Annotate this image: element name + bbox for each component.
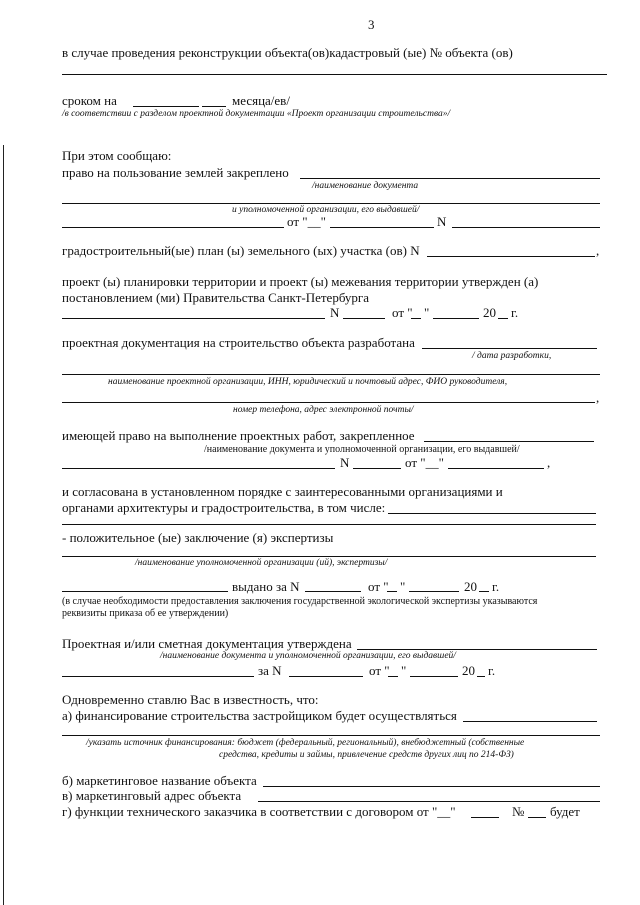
approved-note: /наименование документа и уполномоченной организации, его выдавшей/	[160, 651, 456, 661]
designer-note: наименование проектной организации, ИНН, юридический и почтовый адрес, ФИО руководителя,	[108, 377, 508, 387]
resolution-quote: "	[424, 305, 430, 320]
agreed-line-2: органами архитектуры и градостроительства, в том числе:	[62, 500, 386, 515]
having-right-note: /наименование документа и уполномоченной организации, его выдавшей/	[204, 444, 520, 455]
land-org-note: и уполномоченной организации, его выдавшей/	[232, 205, 420, 215]
approved-za-n-label: за N	[258, 663, 282, 678]
project-docs-label: проектная документация на строительство объекта разработана	[62, 335, 415, 350]
resolution-field[interactable]	[62, 318, 325, 319]
resolution-n-label: N	[330, 305, 340, 320]
approved-month-field[interactable]	[410, 676, 458, 677]
designer-contact-field[interactable]	[62, 402, 595, 403]
resolution-year-field[interactable]	[498, 318, 508, 319]
agreed-line-1: и согласована в установленном порядке с заинтересованными организациями и	[62, 484, 503, 499]
item-b-label: б) маркетинговое название объекта	[62, 773, 257, 788]
approved-doc-field[interactable]	[62, 676, 254, 677]
item-a-label: а) финансирование строительства застройщиком будет осуществляться	[62, 708, 457, 723]
having-right-comma: ,	[547, 455, 551, 470]
approved-year-field[interactable]	[477, 676, 485, 677]
issued-month-field[interactable]	[409, 591, 459, 592]
date-note: / дата разработки,	[472, 351, 552, 361]
funding-note-line-2: средства, кредиты и займы, привлечение средств других лиц по 214-ФЗ)	[219, 750, 514, 760]
having-right-doc-field[interactable]	[62, 468, 335, 469]
left-margin-rule	[3, 145, 4, 905]
land-date-label: от "__"	[287, 214, 326, 229]
issued-year-g: г.	[492, 579, 500, 594]
land-n-label: N	[437, 214, 447, 229]
land-doc-note: /наименование документа	[312, 181, 419, 191]
having-right-number-field[interactable]	[353, 468, 401, 469]
issued-day-field[interactable]	[387, 591, 397, 592]
approved-year-20: 20	[462, 663, 475, 678]
approved-year-g: г.	[488, 663, 496, 678]
having-right-ot-label: от "__"	[405, 455, 444, 470]
gradplan-field[interactable]	[427, 256, 595, 257]
approved-label: Проектная и/или сметная документация утверждена	[62, 636, 352, 651]
gradplan-comma: ,	[596, 243, 600, 258]
issued-label: выдано за N	[232, 579, 300, 594]
having-right-date-field[interactable]	[448, 468, 544, 469]
item-g-no-sign: №	[512, 804, 525, 819]
resolution-number-field[interactable]	[343, 318, 385, 319]
item-b-field[interactable]	[263, 786, 600, 787]
gradplan-label: градостроительный(ые) план (ы) земельного (ых) участка (ов) N	[62, 243, 420, 258]
issued-year-20: 20	[464, 579, 477, 594]
funding-field[interactable]	[62, 735, 600, 736]
having-right-n-label: N	[340, 455, 350, 470]
expertise-field[interactable]	[62, 556, 596, 557]
term-field-2[interactable]	[202, 106, 226, 107]
project-docs-date-field[interactable]	[422, 348, 597, 349]
having-right-field[interactable]	[424, 441, 594, 442]
designer-comma: ,	[596, 390, 600, 405]
item-v-label: в) маркетинговый адрес объекта	[62, 788, 242, 803]
item-g-label: г) функции технического заказчика в соответствии с договором от "__"	[62, 804, 456, 819]
agreed-field-2[interactable]	[62, 524, 596, 525]
approved-day-field[interactable]	[388, 676, 398, 677]
item-g-budet: будет	[550, 804, 580, 819]
eco-note-line-2: реквизиты приказа об ее утверждении)	[62, 608, 229, 619]
resolution-month-field[interactable]	[433, 318, 479, 319]
land-right-field[interactable]	[300, 178, 600, 179]
land-number-field[interactable]	[452, 227, 600, 228]
reconstruction-text: в случае проведения реконструкции объекта(ов)кадастровый (ые) № объекта (ов)	[62, 45, 513, 60]
project-plan-line-2: постановлением (ми) Правительства Санкт-Петербурга	[62, 290, 370, 305]
agreed-field[interactable]	[388, 513, 596, 514]
issued-ot-label: от "	[368, 579, 389, 594]
term-unit: месяца/ев/	[232, 93, 290, 108]
issued-number-field[interactable]	[305, 591, 361, 592]
land-right-label: право на пользование землей закреплено	[62, 165, 289, 180]
term-field-1[interactable]	[133, 106, 199, 107]
approved-field[interactable]	[357, 649, 597, 650]
issued-quote: "	[400, 579, 406, 594]
item-g-number-field[interactable]	[528, 817, 546, 818]
page-number: 3	[368, 17, 375, 32]
approved-ot-label: от "	[369, 663, 390, 678]
expertise-label: - положительное (ые) заключение (я) экспертизы	[62, 530, 334, 545]
land-date-field[interactable]	[330, 227, 434, 228]
item-a-field[interactable]	[463, 721, 597, 722]
issued-year-field[interactable]	[479, 591, 489, 592]
approved-quote: "	[401, 663, 407, 678]
resolution-day-field[interactable]	[411, 318, 421, 319]
having-right-label: имеющей право на выполнение проектных работ, закрепленное	[62, 428, 415, 443]
expertise-doc-field[interactable]	[62, 591, 228, 592]
project-plan-line-1: проект (ы) планировки территории и проект (ы) межевания территории утвержден (а)	[62, 274, 539, 289]
resolution-year-g: г.	[511, 305, 519, 320]
inform-heading: При этом сообщаю:	[62, 148, 172, 163]
notify-heading: Одновременно ставлю Вас в известность, что:	[62, 692, 319, 707]
designer-field[interactable]	[62, 374, 600, 375]
land-org-field[interactable]	[62, 203, 600, 204]
phone-note: номер телефона, адрес электронной почты/	[233, 405, 414, 415]
resolution-ot-label: от "	[392, 305, 413, 320]
item-v-field[interactable]	[258, 801, 600, 802]
term-label: сроком на	[62, 93, 117, 108]
land-doc-field[interactable]	[62, 227, 284, 228]
funding-note-line-1: /указать источник финансирования: бюджет (федеральный, региональный), внебюджетный (собственные	[86, 738, 525, 748]
term-note: /в соответствии с разделом проектной документации «Проект организации строительства»/	[62, 109, 451, 119]
cadastral-number-field[interactable]	[62, 74, 607, 75]
expertise-note: /наименование уполномоченной организации (ий), экспертизы/	[135, 558, 388, 568]
eco-note-line-1: (в случае необходимости предоставления заключения государственной экологической экспертизы указываются	[62, 596, 538, 607]
resolution-year-20: 20	[483, 305, 496, 320]
item-g-month-field[interactable]	[471, 817, 499, 818]
approved-number-field[interactable]	[289, 676, 363, 677]
